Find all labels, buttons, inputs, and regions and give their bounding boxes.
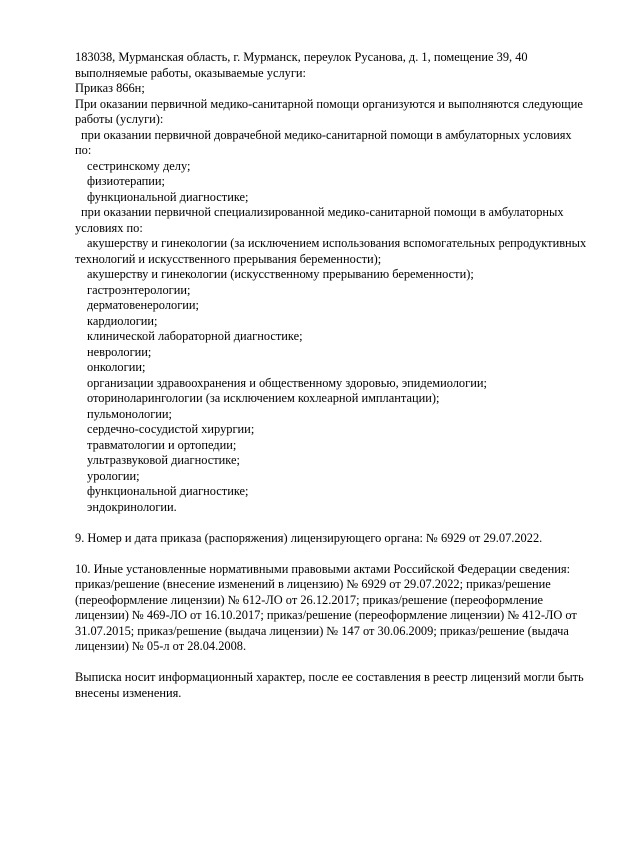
list-item: оториноларингологии (за исключением кохлеарной имплантации);: [87, 391, 440, 405]
list-item: неврологии;: [87, 344, 152, 359]
list-item: гастроэнтерологии;: [87, 282, 191, 297]
section-9-line: 9. Номер и дата приказа (распоряжения) лицензирующего органа: № 6929 от 29.07.2022.: [75, 530, 543, 545]
works-services-label: выполняемые работы, оказываемые услуги:: [75, 65, 307, 80]
list-item: ультразвуковой диагностике;: [87, 453, 240, 467]
list-item: дерматовенерологии;: [87, 298, 199, 312]
list-item: физиотерапии;: [87, 174, 165, 188]
list-item-continuation: технологий и искусственного прерывания беременности);: [75, 251, 382, 266]
list-item: сестринскому делу;: [87, 158, 191, 173]
blank-line: [75, 515, 597, 531]
disclaimer-line: внесены изменения.: [75, 685, 182, 700]
blank-line: [75, 655, 597, 671]
doc-line: условиях по:: [75, 220, 143, 235]
list-item: функциональной диагностике;: [87, 484, 249, 498]
doc-line: лицензии) № 469-ЛО от 16.10.2017; приказ/решение (переоформление лицензии) № 412-ЛО от: [75, 608, 577, 622]
list-item: эндокринологии.: [87, 499, 177, 514]
list-item: организации здравоохранения и общественному здоровью, эпидемиологии;: [87, 375, 487, 390]
list-item: онкологии;: [87, 360, 146, 374]
list-item: функциональной диагностике;: [87, 189, 249, 204]
address-line: 183038, Мурманская область, г. Мурманск, переулок Русанова, д. 1, помещение 39, 40: [75, 50, 528, 64]
list-item: кардиологии;: [87, 313, 158, 328]
disclaimer-line: Выписка носит информационный характер, после ее составления в реестр лицензий могли быть: [75, 670, 584, 684]
doc-line: при оказании первичной специализированной медико-санитарной помощи в амбулаторных: [81, 205, 564, 219]
blank-line: [75, 546, 597, 562]
list-item: сердечно-сосудистой хирургии;: [87, 422, 255, 436]
doc-line: (переоформление лицензии) № 612-ЛО от 26.12.2017; приказ/решение (переоформление: [75, 592, 544, 607]
doc-line: При оказании первичной медико-санитарной помощи организуются и выполняются следующие: [75, 96, 583, 111]
list-item: клинической лабораторной диагностике;: [87, 329, 303, 343]
list-item: урологии;: [87, 468, 140, 483]
doc-line: приказ/решение (внесение изменений в лицензию) № 6929 от 29.07.2022; приказ/решение: [75, 577, 551, 591]
doc-line: 31.07.2015; приказ/решение (выдача лицензии) № 147 от 30.06.2009; приказ/решение (выдача: [75, 623, 569, 638]
doc-line: по:: [75, 143, 92, 157]
doc-line: работы (услуги):: [75, 112, 164, 126]
doc-line: лицензии) № 05-л от 28.04.2008.: [75, 639, 247, 653]
section-10-line: 10. Иные установленные нормативными правовыми актами Российской Федерации сведения:: [75, 561, 571, 576]
list-item: травматологии и ортопедии;: [87, 437, 237, 452]
list-item: акушерству и гинекологии (искусственному прерыванию беременности);: [87, 267, 474, 281]
list-item: пульмонологии;: [87, 406, 172, 421]
list-item: акушерству и гинекологии (за исключением использования вспомогательных репродуктивных: [87, 236, 587, 250]
order-number-line: Приказ 866н;: [75, 81, 145, 95]
doc-line: при оказании первичной доврачебной медико-санитарной помощи в амбулаторных условиях: [81, 127, 572, 142]
